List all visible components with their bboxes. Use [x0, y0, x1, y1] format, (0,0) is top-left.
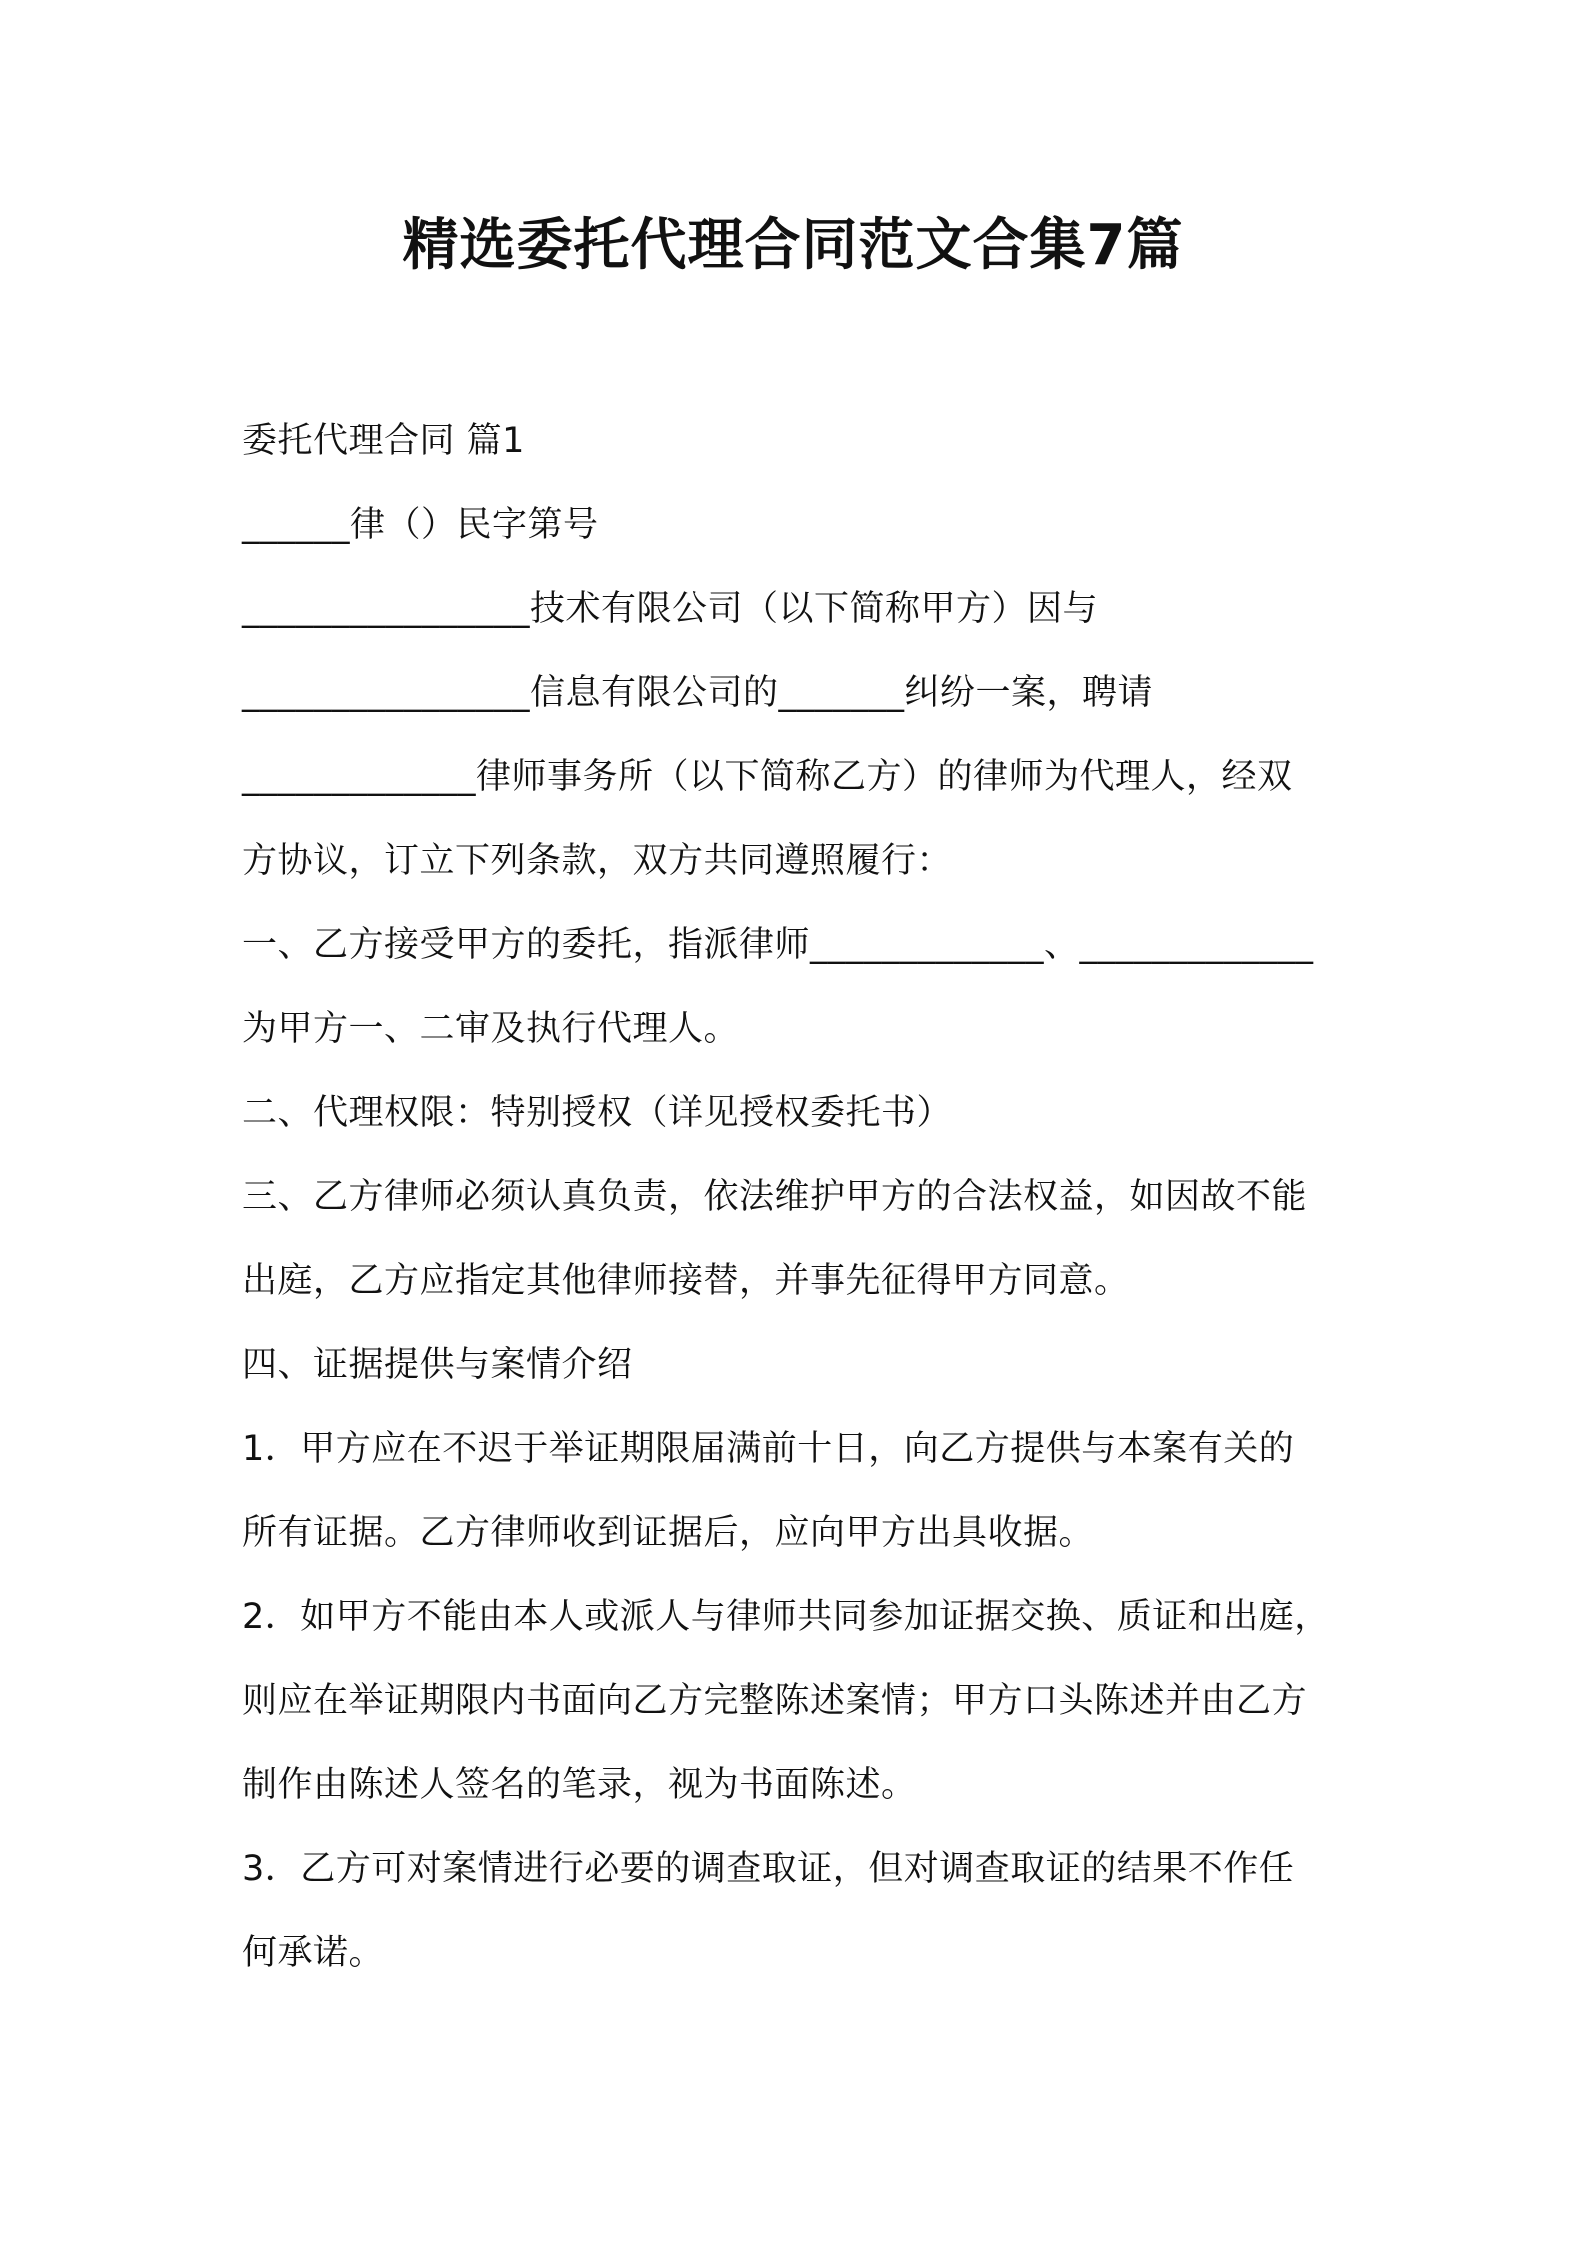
numbered-item-line: 所有证据。乙方律师收到证据后，应向甲方出具收据。	[242, 1513, 1095, 1553]
document-title: 精选委托代理合同范文合集7篇	[402, 213, 1184, 278]
numbered-item-line: 1．甲方应在不迟于举证期限届满前十日，向乙方提供与本案有关的	[242, 1429, 1295, 1469]
numbered-item-line: 制作由陈述人签名的笔录，视为书面陈述。	[242, 1765, 917, 1805]
clause-line: 为甲方一、二审及执行代理人。	[242, 1009, 740, 1049]
clause-line: 一、乙方接受甲方的委托，指派律师_____________、_____________	[242, 925, 1314, 965]
paragraph-line: _____________律师事务所（以下简称乙方）的律师为代理人，经双	[242, 757, 1293, 797]
numbered-item-line: 3．乙方可对案情进行必要的调查取证，但对调查取证的结果不作任	[242, 1849, 1295, 1889]
numbered-item-line: 则应在举证期限内书面向乙方完整陈述案情；甲方口头陈述并由乙方	[242, 1681, 1308, 1721]
paragraph-line: ________________技术有限公司（以下简称甲方）因与	[242, 589, 1099, 629]
clause-line: 二、代理权限：特别授权（详见授权委托书）	[242, 1093, 953, 1133]
clause-line: 出庭，乙方应指定其他律师接替，并事先征得甲方同意。	[242, 1261, 1130, 1301]
paragraph-line: 方协议，订立下列条款，双方共同遵照履行：	[242, 841, 953, 881]
paragraph-line: ________________信息有限公司的_______纠纷一案，聘请	[242, 673, 1154, 713]
document-body	[242, 399, 1366, 1995]
section-heading: 委托代理合同 篇1	[242, 421, 525, 461]
clause-heading: 四、证据提供与案情介绍	[242, 1345, 633, 1385]
numbered-item-line: 何承诺。	[242, 1933, 385, 1973]
clause-line: 三、乙方律师必须认真负责，依法维护甲方的合法权益，如因故不能	[242, 1177, 1308, 1217]
numbered-item-line: 2．如甲方不能由本人或派人与律师共同参加证据交换、质证和出庭，	[242, 1597, 1330, 1637]
document-number-line: ______律（）民字第号	[242, 505, 599, 545]
